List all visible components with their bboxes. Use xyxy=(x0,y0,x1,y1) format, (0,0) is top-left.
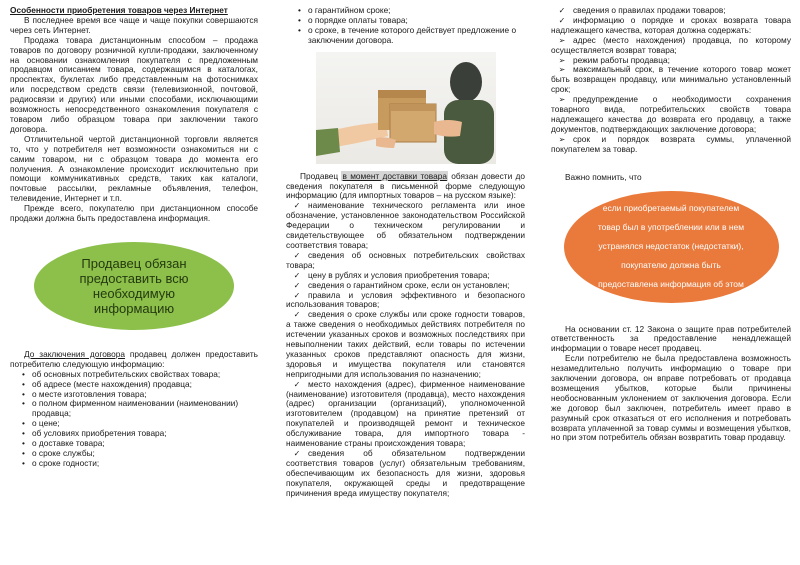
check-item xyxy=(286,291,525,311)
check-icon: ✓ xyxy=(558,6,566,15)
arrow-icon: ➢ xyxy=(558,134,566,144)
check-item xyxy=(286,380,525,449)
arrow-item-text: предупреждение о необходимости сохранения товарного вида, потребительских свойств товара надлежащего качества до возврата его продавцу, а также документов, подтверждающих заключение договора; xyxy=(551,94,791,134)
check-icon: ✓ xyxy=(293,280,301,290)
arrow-item xyxy=(551,36,791,56)
check-item xyxy=(286,251,525,271)
check-icon: ✓ xyxy=(293,449,301,458)
check-item-text: сведения о сроке службы или сроке годности товаров, а также сведения о необходимых действиях потребителя по истечении указанных сроков и возможных последствиях при невыполнении таких действий, если товары по истечении указанных сроков представляют опасность для жизни, здоровья и имущества покупателя или становятся непригодными для использования по назначению; xyxy=(286,309,525,379)
arrow-item-text: срок и порядок возврата суммы, уплаченной покупателем за товар. xyxy=(551,133,791,154)
column-right xyxy=(551,6,791,443)
check-item-text: сведения о гарантийном сроке, если он установлен; xyxy=(308,279,510,290)
arrow-icon: ➢ xyxy=(558,55,566,65)
delivery-text: обязан довести до сведения покупателя в письменной форме следующую информацию (для импортных товаров – на русском языке): xyxy=(286,170,525,201)
list-item: • о порядке оплаты товара; xyxy=(286,16,525,26)
arrow-item-text: режим работы продавца; xyxy=(573,54,670,65)
return-details-list xyxy=(551,36,791,155)
list-item: • о сроке службы; xyxy=(10,449,258,459)
check-item-text: сведения об основных потребительских свойствах товара; xyxy=(286,249,525,270)
delivery-intro: Продавец xyxy=(300,170,342,181)
arrow-item xyxy=(551,135,791,155)
delivery-moment-label: в момент доставки товара xyxy=(342,170,447,181)
before-contract-label: До заключения договора xyxy=(24,348,125,359)
before-contract-text: продавец должен предоставить потребителю следующую информацию: xyxy=(10,348,258,369)
check-item-text: наименование технического регламента или иное обозначение, установленное законодательством Российской Федерации о техническом регулировании и свидетельствующее об обязательном подтверждении соответствия товара; xyxy=(286,200,525,250)
arrow-icon: ➢ xyxy=(558,95,566,105)
check-icon: ✓ xyxy=(293,201,301,211)
column-middle xyxy=(286,6,525,499)
check-icon: ✓ xyxy=(558,15,566,25)
check-item-text: информацию о порядке и сроках возврата товара надлежащего качества, которая должна содержать: xyxy=(551,14,791,35)
list-item: • о цене; xyxy=(10,419,258,429)
column-left xyxy=(10,6,258,469)
paragraph-distinction: Отличительной чертой дистанционной торговли является то, что у потребителя нет возможности ознакомиться ни с самим товаром, ни с образцом товара до момента его получения. А ознакомление происходит исключительно при помощи коммуникативных средств, таких как каталоги, почтовые рассылки, рекламные объявления, телефон, телевидение, Интернет и т.п. xyxy=(10,133,258,204)
check-item-text: сведения о правилах продажи товаров; xyxy=(573,5,726,15)
arrow-item-text: адрес (место нахождения) продавца, по которому осуществляется возврат товара; xyxy=(551,34,791,55)
list-item: • об условиях приобретения товара; xyxy=(10,429,258,439)
list-item: • об адресе (месте нахождения) продавца; xyxy=(10,380,258,390)
check-item xyxy=(551,16,791,36)
check-icon: ✓ xyxy=(293,310,301,320)
paragraph-before-contract xyxy=(10,350,258,370)
list-item: • о полном фирменном наименовании (наименовании) продавца; xyxy=(10,399,258,419)
check-icon: ✓ xyxy=(293,379,301,389)
arrow-item xyxy=(551,65,791,95)
list-item: • о гарантийном сроке; xyxy=(286,6,525,16)
green-callout xyxy=(34,242,234,330)
list-item: • об основных потребительских свойствах товара; xyxy=(10,370,258,380)
return-checklist xyxy=(551,6,791,36)
list-item: • о сроке годности; xyxy=(10,459,258,469)
check-item-text: место нахождения (адрес), фирменное наименование (наименование) изготовителя (продавца), место нахождения (адрес) организации (организаций), уполномоченной изготовителем (продавцом) на принятие претензий от покупателей и производящей ремонт и техническое обслуживание товара, для импортного товара - наименование страны происхождения товара; xyxy=(286,378,525,449)
check-item xyxy=(286,201,525,251)
info-list-continued xyxy=(286,6,525,46)
orange-callout-text: если приобретаемый покупателем товар был в употреблении или в нем устранялся недостаток (недостатки), покупателю должна быть предоставлена информация об этом xyxy=(597,203,745,289)
list-item: • о доставке товара; xyxy=(10,439,258,449)
important-note: Важно помнить, что xyxy=(565,171,642,182)
brochure-title: Особенности приобретения товаров через Интернет xyxy=(10,5,228,15)
list-item: • о месте изготовления товара; xyxy=(10,390,258,400)
arrow-icon: ➢ xyxy=(558,65,566,75)
arrow-icon: ➢ xyxy=(558,35,566,45)
paragraph-information: Прежде всего, покупателю при дистанционном способе продажи должна быть предоставлена информация. xyxy=(10,203,258,224)
green-callout-text: Продавец обязан предоставить всю необходимую информацию xyxy=(79,255,189,316)
paragraph-intro: В последнее время все чаще и чаще покупки совершаются через сеть Интернет. xyxy=(10,14,258,35)
check-item-text: правила и условия эффективного и безопасного использования товаров; xyxy=(286,289,525,310)
check-item xyxy=(286,449,525,499)
arrow-item-text: максимальный срок, в течение которого товар может быть возвращен продавцу, или минимально установленный срок; xyxy=(551,64,791,95)
check-icon: ✓ xyxy=(293,290,301,300)
check-icon: ✓ xyxy=(293,250,301,260)
delivery-illustration-icon xyxy=(316,52,496,164)
paragraph-compensation: Если потребителю не была предоставлена возможность незамедлительно получить информацию о товаре при заключении договора, он вправе потребовать от продавца возмещения убытков, которые были причинены необоснованным уклонением от заключения договора. Если же договор был заключен, потребитель имеет право в разумный срок отказаться от его исполнения и потребовать возврата уплаченной за товар суммы и возмещения убытков, но при этом потребитель обязан возвратить товар продавцу. xyxy=(551,353,791,443)
arrow-item xyxy=(551,95,791,135)
paragraph-responsibility: На основании ст. 12 Закона о защите прав потребителей ответственность за предоставление ненадлежащей информации о товаре несет продавец. xyxy=(551,323,791,354)
info-list xyxy=(10,370,258,469)
check-item xyxy=(286,310,525,379)
paragraph-definition: Продажа товара дистанционным способом – продажа товаров по договору розничной купли-продажи, заключенному на основании ознакомления покупателя с предложенным продавцом описанием товара, содержащимся в каталогах, проспектах, буклетах либо представленным на фотоснимках или посредством средств связи (телевизионной, почтовой, радиосвязи и других) или иными способами, исключающими возможность непосредственного ознакомления покупателя с товаром либо образцом товара при заключении такого договора. xyxy=(10,34,258,134)
paragraph-delivery xyxy=(286,172,525,202)
orange-callout xyxy=(564,191,779,303)
delivery-checklist xyxy=(286,201,525,498)
delivery-photo xyxy=(316,52,496,164)
check-icon: ✓ xyxy=(293,270,301,280)
check-item-text: цену в рублях и условия приобретения товара; xyxy=(308,269,490,280)
check-item-text: сведения об обязательном подтверждении соответствия товаров (услуг) обязательным требованиям, обеспечивающим их безопасность для жизни, здоровья покупателя, окружающей среды и предотвращение причинения вреда имуществу покупателя; xyxy=(286,448,525,498)
list-item: • о сроке, в течение которого действует предложение о заключении договора. xyxy=(286,26,525,46)
